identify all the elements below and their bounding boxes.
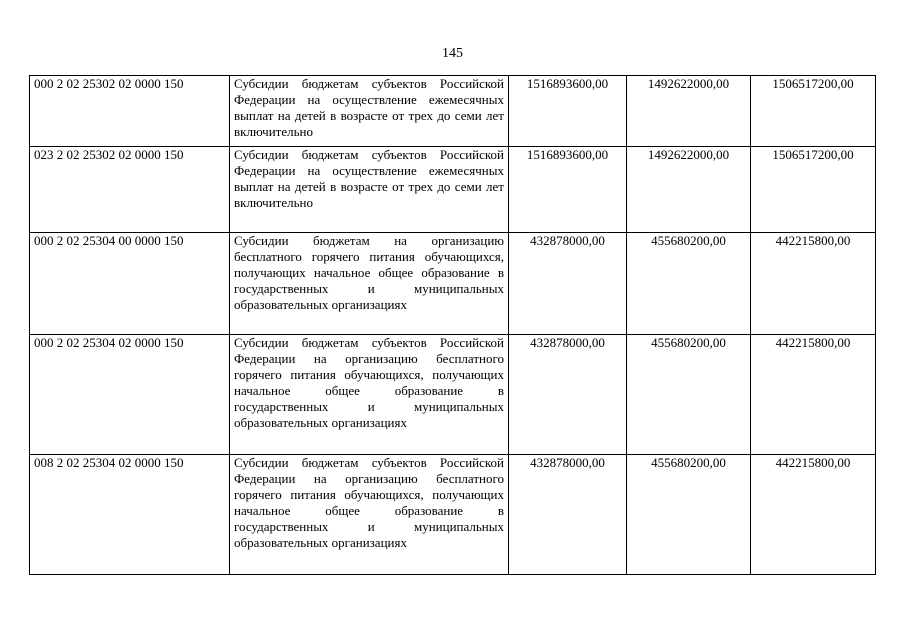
- amount-2-cell: 455680200,00: [627, 335, 751, 455]
- amount-1-cell: 1516893600,00: [509, 147, 627, 233]
- budget-code-cell: 000 2 02 25304 00 0000 150: [30, 233, 230, 335]
- table-row: [30, 76, 876, 147]
- budget-code-cell: 023 2 02 25302 02 0000 150: [30, 147, 230, 233]
- income-name-cell: Субсидии бюджетам субъектов Российской Федерации на осуществление ежемесячных выплат на детей в возрасте от трех до семи лет включительно: [230, 147, 509, 233]
- amount-3-cell: 442215800,00: [751, 335, 876, 455]
- income-name-cell: Субсидии бюджетам субъектов Российской Федерации на организацию бесплатного горячего питания обучающихся, получающих начальное общее образование в государственных и муниципальных образовательных организациях: [230, 335, 509, 455]
- amount-3-cell: 1506517200,00: [751, 147, 876, 233]
- table-row: [30, 147, 876, 233]
- amount-2-cell: 455680200,00: [627, 233, 751, 335]
- income-name-cell: Субсидии бюджетам на организацию бесплатного горячего питания обучающихся, получающих начальное общее образование в государственных и муниципальных образовательных организациях: [230, 233, 509, 335]
- table-row: [30, 455, 876, 575]
- amount-2-cell: 1492622000,00: [627, 147, 751, 233]
- budget-code-cell: 000 2 02 25302 02 0000 150: [30, 76, 230, 147]
- table-row: [30, 335, 876, 455]
- amount-3-cell: 1506517200,00: [751, 76, 876, 147]
- amount-2-cell: 455680200,00: [627, 455, 751, 575]
- amount-1-cell: 432878000,00: [509, 233, 627, 335]
- amount-1-cell: 432878000,00: [509, 335, 627, 455]
- budget-code-cell: 008 2 02 25304 02 0000 150: [30, 455, 230, 575]
- budget-code-cell: 000 2 02 25304 02 0000 150: [30, 335, 230, 455]
- income-name-cell: Субсидии бюджетам субъектов Российской Федерации на осуществление ежемесячных выплат на детей в возрасте от трех до семи лет включительно: [230, 76, 509, 147]
- table-row: [30, 233, 876, 335]
- amount-2-cell: 1492622000,00: [627, 76, 751, 147]
- amount-1-cell: 432878000,00: [509, 455, 627, 575]
- page-number: 145: [442, 46, 463, 61]
- budget-table: [29, 75, 876, 575]
- amount-3-cell: 442215800,00: [751, 455, 876, 575]
- amount-3-cell: 442215800,00: [751, 233, 876, 335]
- amount-1-cell: 1516893600,00: [509, 76, 627, 147]
- income-name-cell: Субсидии бюджетам субъектов Российской Федерации на организацию бесплатного горячего питания обучающихся, получающих начальное общее образование в государственных и муниципальных образовательных организациях: [230, 455, 509, 575]
